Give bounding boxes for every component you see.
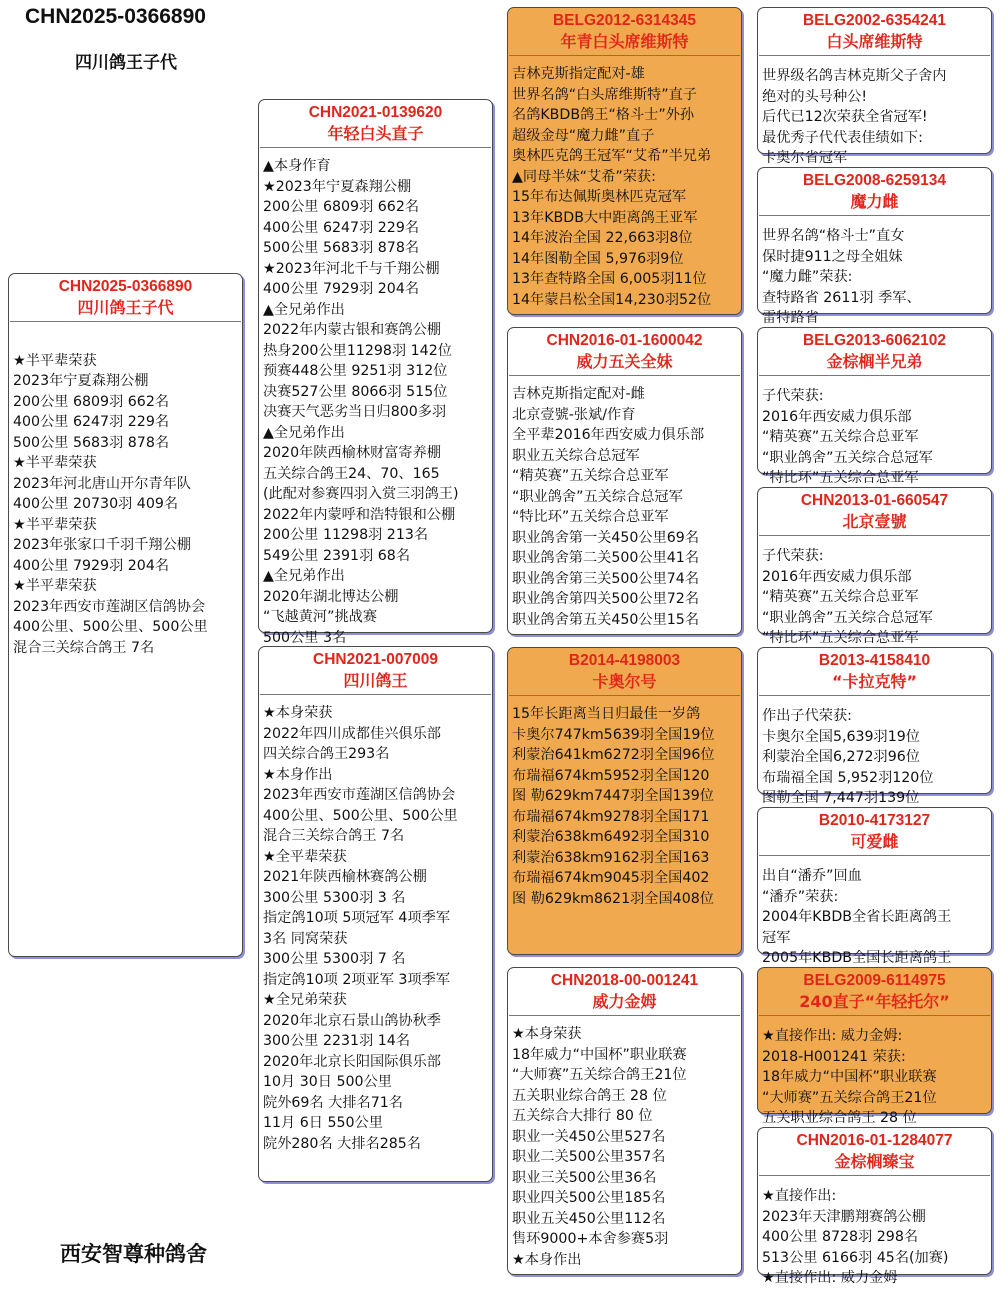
pigeon-name: 白头席维斯特 [826,32,923,51]
achievement-line: ★本身作出 [263,766,333,783]
ring-number: BELG2002-6354241 [802,12,947,29]
pigeon-name: 卡奥尔号 [592,672,657,691]
achievement-line: 世界级名鸽吉林克斯父子舍内 [762,68,947,84]
achievement-line: (此配对参赛四羽入赏三羽鸽王) [263,486,459,502]
achievements [508,56,741,310]
achievement-line: ★全平辈荣获 [263,848,347,865]
achievement-line: 子代荣获: [762,548,824,564]
achievement-line: ▲全兄弟作出 [263,301,345,318]
pigeon-name: 240直子“年轻托尔” [799,992,950,1011]
dam-sire-sire-card [757,647,992,806]
achievement-line: 指定鸽10项 2项亚军 3项季军 [263,971,451,988]
achievement-line: 13年KBDB大中距离鸽王亚军 [512,209,698,226]
achievement-line: “大师赛”五关综合鸽王21位 [762,1089,937,1106]
achievement-line: ▲全兄弟作出 [263,424,345,441]
achievement-line: 出自“潘乔”回血 [762,868,862,884]
achievement-line: 2004年KBDB全省长距离鸽王 [762,909,952,925]
achievement-line: 14年图勒全国 5,976羽9位 [512,250,684,267]
sire-dam-card [507,327,742,635]
achievement-line: 14年蒙吕松全国14,230羽52位 [512,291,712,308]
achievement-line: 院外280名 大排名285名 [263,1135,421,1152]
achievement-line: 2020年湖北博达公棚 [263,588,399,605]
achievement-line: 五关综合大排行 80 位 [512,1108,653,1124]
achievement-line: “精英赛”五关综合总亚军 [512,468,669,484]
achievement-line: 400公里、500公里、500公里 [13,619,208,635]
achievement-line: 布瑞福674km5952羽全国120 [512,767,710,784]
achievement-line: 2023年西安市莲湖区信鸽协会 [263,787,456,803]
achievement-line: “魔力雌”荣获: [762,269,853,285]
achievement-line: 子代荣获: [762,388,824,404]
achievement-line: 2020年北京石景山鸽协秋季 [263,1012,441,1029]
achievements [758,376,991,489]
achievement-line: 卡奥尔747km5639羽全国19位 [512,726,715,743]
achievement-line: ▲同母半妹“艾希”荣获: [512,168,656,185]
ring-number: CHN2013-01-660547 [800,492,949,509]
achievement-line: 2022年内蒙呼和浩特银和公棚 [263,506,456,523]
achievement-line: 2020年陕西榆林财富寄养棚 [263,445,441,461]
achievement-line: 职业三关500公里36名 [512,1169,657,1186]
achievement-line: 世界名鸽“白头席维斯特”直子 [512,86,697,103]
achievement-line: 查特路省 2611羽 季军、 [762,289,921,306]
achievement-line: 11月 6日 550公里 [263,1115,383,1131]
achievement-line: 300公里 2231羽 14名 [263,1033,411,1049]
ring-number: BELG2012-6314345 [552,12,697,29]
achievement-line: 10月 30日 500公里 [263,1074,392,1090]
achievement-line: 2023年西安市莲湖区信鸽协会 [13,598,206,615]
achievement-line: 2021年陕西榆林赛鸽公棚 [263,869,427,885]
ring-number: B2010-4173127 [818,812,931,829]
achievement-line: “飞越黄河”挑战赛 [263,609,378,625]
achievement-line: “特比环”五关综合总亚军 [512,509,669,525]
ring-number: B2014-4198003 [568,652,681,669]
pigeon-name: 年青白头席维斯特 [560,32,689,51]
achievements [758,216,991,329]
achievement-line: 2023年宁夏森翔公棚 [13,373,149,389]
sire-dam-dam-card [757,487,992,646]
achievement-line: 图 勒629km8621羽全国408位 [512,890,714,907]
achievement-line: 混合三关综合鸽王 7名 [13,639,155,656]
achievement-line: 549公里 2391羽 68名 [263,547,411,564]
achievement-line: 300公里 5300羽 3 名 [263,889,406,906]
achievement-line: “职业鸽舍”五关综合总冠军 [762,449,933,466]
achievement-line: 3名 同窝荣获 [263,930,348,947]
pigeon-name: 魔力雌 [850,192,899,211]
achievement-line: 200公里 6809羽 662名 [263,199,420,215]
achievements [758,856,991,969]
achievement-line: ★半平辈荣获 [13,516,97,533]
achievement-line: 2023年张家口千羽千翔公棚 [13,537,191,553]
dam-card [258,646,493,1182]
dam-dam-sire-card [757,967,992,1126]
achievements [9,322,242,658]
pigeon-name: 可爱雌 [850,832,899,851]
achievement-line: 2023年天津鹏翔赛鸽公棚 [762,1208,926,1225]
achievement-line: 图 勒629km7447羽全国139位 [512,788,714,804]
achievement-line: 400公里 6247羽 229名 [13,414,170,430]
achievement-line: 布瑞福674km9278羽全国171 [512,808,710,825]
achievement-line: 五关职业综合鸽王 28 位 [762,1110,917,1126]
achievements [508,696,741,909]
achievement-line: 决赛527公里 8066羽 515位 [263,383,448,400]
pigeon-name: 威力金姆 [592,992,657,1011]
achievement-line: 售环9000+本舍参赛5羽 [512,1231,669,1247]
achievement-line: 五关综合鸽王24、70、165 [263,465,440,482]
achievements [758,536,991,649]
achievements [259,695,492,1154]
achievement-line: “精英赛”五关综合总亚军 [762,429,919,445]
pigeon-name: 金棕榈半兄弟 [826,352,923,371]
achievement-line: 热身200公里11298羽 142位 [263,342,452,359]
achievement-line: ★全兄弟荣获 [263,992,347,1008]
achievement-line: 职业鸽舍第四关500公里72名 [512,591,700,607]
achievement-line: 2020年北京长阳国际俱乐部 [263,1053,441,1070]
achievement-line: 15年长距离当日归最佳一岁鸽 [512,706,701,722]
achievement-line: 400公里、500公里、500公里 [263,807,458,824]
achievement-line: 400公里 6247羽 229名 [263,219,420,236]
achievement-line: “大师赛”五关综合鸽王21位 [512,1067,687,1083]
achievement-line: “精英赛”五关综合总亚军 [762,589,919,605]
achievement-line: ★2023年河北千与千翔公棚 [263,260,440,277]
achievement-line: 超级金母“魔力雌”直子 [512,127,655,144]
subject-card [8,273,243,957]
achievement-line: 500公里 3名 [263,629,347,646]
achievement-line: 职业一关450公里527名 [512,1128,666,1145]
achievement-line: “特比环”五关综合总亚军 [762,630,919,646]
ring-number: CHN2021-0139620 [308,104,443,121]
achievement-line: 吉林克斯指定配对-雌 [512,386,645,402]
achievement-line: 职业鸽舍第二关500公里41名 [512,550,700,566]
dam-dam-card [507,967,742,1275]
achievement-line: ★半平辈荣获 [13,578,97,594]
ring-number: CHN2021-007009 [313,651,438,668]
pigeon-name: 四川鸽王 [343,671,408,690]
achievement-line: 2022年内蒙古银和赛鸽公棚 [263,322,441,338]
achievement-line: 指定鸽10项 5项冠军 4项季军 [263,910,451,926]
achievements [758,696,991,809]
achievement-line [13,330,238,351]
achievement-line: 布瑞福674km9045羽全国402 [512,870,710,886]
achievement-line: 2016年西安威力俱乐部 [762,408,912,425]
achievement-line: 最优秀子代代表佳绩如下: [762,129,923,146]
achievement-line: 利蒙治全国6,272羽96位 [762,749,920,765]
achievement-line: 2018-H001241 荣获: [762,1048,906,1065]
achievement-line: 2005年KBDB全国长距离鸽王 [762,950,952,966]
ring-number: B2013-4158410 [818,652,931,669]
achievement-line: 2022年四川成都佳兴俱乐部 [263,725,441,742]
achievement-line: 500公里 5683羽 878名 [13,434,170,451]
achievement-line: 职业五关综合总冠军 [512,447,640,464]
pigeon-name: 北京壹號 [842,512,907,531]
achievement-line: 北京壹號-张斌/作育 [512,406,636,423]
achievement-line: 14年波治全国 22,663羽8位 [512,230,693,246]
achievement-line: 300公里 5300羽 7 名 [263,951,406,967]
achievement-line: 冠军 [762,929,791,946]
achievement-line: 全平辈2016年西安威力俱乐部 [512,427,705,443]
achievement-line: 后代已12次荣获全省冠军! [762,109,928,125]
achievement-line: 院外69名 大排名71名 [263,1094,403,1111]
achievement-line: 15年布达佩斯奥林匹克冠军 [512,189,687,205]
sire-sire-dam-card [757,167,992,326]
pigeon-name: 金棕榈臻宝 [834,1152,915,1171]
achievement-line: 名鸽KBDB鸽王“格斗士”外孙 [512,107,695,123]
achievements [508,376,741,630]
achievement-line: 利蒙治641km6272羽全国96位 [512,747,715,763]
achievement-line: 布瑞福全国 5,952羽120位 [762,769,934,786]
achievement-line: 职业鸽舍第三关500公里74名 [512,570,700,587]
achievement-line: 400公里 7929羽 204名 [263,281,420,297]
achievement-line: 职业二关500公里357名 [512,1149,666,1165]
achievement-line: 卡奥尔全国5,639羽19位 [762,728,920,745]
achievement-line: ★半平辈荣获 [13,455,97,471]
achievement-line: “职业鸽舍”五关综合总冠军 [512,488,683,505]
achievement-line: ★半平辈荣获 [13,352,97,369]
pigeon-name: “卡拉克特” [831,672,918,691]
achievement-line: 18年威力“中国杯”职业联赛 [512,1046,687,1063]
achievement-line: ★本身作出 [512,1251,582,1268]
achievements [758,56,991,169]
achievements [758,1016,991,1129]
achievement-line: 雷特路省 [762,310,819,326]
sire-sire-card [507,7,742,315]
sire-sire-sire-card [757,7,992,166]
achievement-line: 奥林匹克鸽王冠军“艾希”半兄弟 [512,148,712,164]
achievement-line: ▲全兄弟作出 [263,568,345,584]
achievement-line: 世界名鸽“格斗士”直女 [762,228,905,244]
achievement-line: 作出子代荣获: [762,708,852,724]
achievements [758,1176,991,1289]
achievement-line: 职业鸽舍第一关450公里69名 [512,529,700,546]
ring-number: CHN2025-0366890 [58,278,193,295]
achievement-line: “特比环”五关综合总亚军 [762,470,919,486]
achievement-line: ★直接作出: [762,1188,837,1204]
achievement-line: 预赛448公里 9251羽 312位 [263,363,448,379]
dam-dam-dam-card [757,1127,992,1286]
achievement-line: ★2023年宁夏森翔公棚 [263,178,412,195]
achievements [508,1016,741,1270]
achievement-line: 200公里 6809羽 662名 [13,393,170,410]
ring-number: BELG2009-6114975 [803,972,946,989]
achievement-line: ▲本身作育 [263,158,331,174]
achievement-line: 职业四关500公里185名 [512,1190,666,1206]
achievement-line: 2023年河北唐山开尔青年队 [13,475,191,492]
achievement-line: 400公里 8728羽 298名 [762,1229,919,1245]
header-ring-number: CHN2025-0366890 [25,5,206,28]
achievement-line: “职业鸽舍”五关综合总冠军 [762,609,933,626]
achievement-line: 图勒全国 7,447羽139位 [762,790,920,806]
ring-number: CHN2018-00-001241 [550,972,699,989]
achievement-line: 400公里 7929羽 204名 [13,557,170,574]
achievement-line: 500公里 5683羽 878名 [263,240,420,256]
achievement-line: 吉林克斯指定配对-雄 [512,66,645,82]
achievement-line: ★直接作出: 威力金姆 [762,1270,898,1286]
achievements [259,148,492,648]
achievement-line: 13年查特路全国 6,005羽11位 [512,271,707,287]
header-pigeon-name: 四川鸽王子代 [75,53,177,73]
achievement-line: ★本身荣获 [263,705,333,721]
achievement-line: 200公里 11298羽 213名 [263,527,429,543]
achievement-line: 职业五关450公里112名 [512,1210,666,1227]
achievement-line: ★直接作出: 威力金姆: [762,1028,903,1044]
ring-number: BELG2008-6259134 [802,172,947,189]
achievement-line: 决赛天气恶劣当日归800多羽 [263,404,447,420]
dam-sire-dam-card [757,807,992,966]
achievement-line: 四关综合鸽王293名 [263,746,390,762]
achievement-line: 五关职业综合鸽王 28 位 [512,1087,667,1104]
achievement-line: 混合三关综合鸽王 7名 [263,828,405,844]
pigeon-name: 年轻白头直子 [327,124,424,143]
achievement-line: 利蒙治638km9162羽全国163 [512,849,710,866]
ring-number: CHN2016-01-1600042 [546,332,703,349]
achievement-line: 513公里 6166羽 45名(加赛) [762,1249,949,1266]
achievement-line: “潘乔”荣获: [762,888,839,905]
achievement-line: 18年威力“中国杯”职业联赛 [762,1069,937,1085]
achievement-line: 卡奥尔省冠军 [762,150,848,166]
ring-number: CHN2016-01-1284077 [796,1132,953,1149]
sire-dam-sire-card [757,327,992,486]
pigeon-name: 四川鸽王子代 [77,298,174,317]
footer-loft-name: 西安智尊种鸽舍 [60,1242,207,1266]
achievement-line: 保时捷911之母全姐妹 [762,248,903,265]
pigeon-name: 威力五关全妹 [576,352,673,371]
achievement-line: 2016年西安威力俱乐部 [762,568,912,585]
achievement-line: 职业鸽舍第五关450公里15名 [512,611,700,628]
achievement-line: 绝对的头号种公! [762,88,868,105]
achievement-line: ★本身荣获 [512,1026,582,1042]
sire-card [258,99,493,646]
ring-number: BELG2013-6062102 [802,332,947,349]
achievement-line: 利蒙治638km6492羽全国310 [512,829,710,845]
achievement-line: 400公里 20730羽 409名 [13,496,179,512]
dam-sire-card [507,647,742,955]
